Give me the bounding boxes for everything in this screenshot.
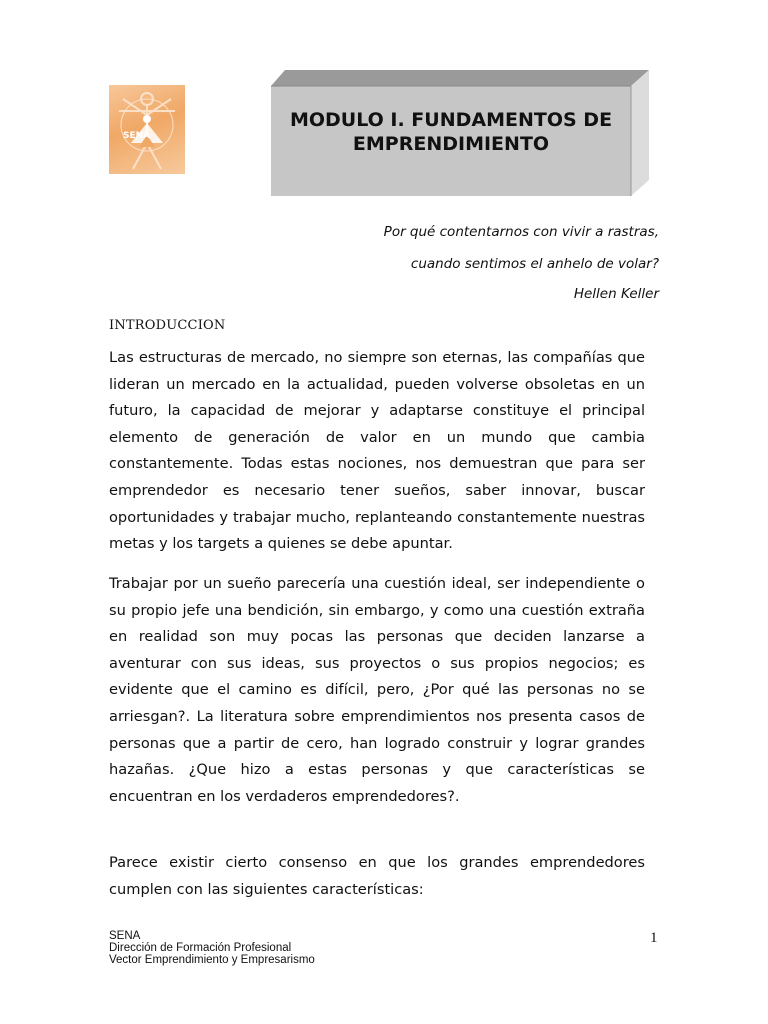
sena-logo-icon (109, 85, 185, 174)
module-title-line1: MODULO I. FUNDAMENTOS DE (289, 109, 613, 131)
paragraph-1: Las estructuras de mercado, no siempre son eternas, las compañías que lideran un mercado en la actualidad, pueden volverse obsoletas en un futuro, la capacidad de mejorar y adaptarse constituye el principal elemento de generación de valor en un mundo que cambia constantemente. Todas estas nociones, nos demuestran que para ser emprendedor es necesario tener sueños, saber innovar, buscar oportunidades y trabajar mucho, replanteando constantemente nuestras metas y los targets a quienes se debe apuntar. (109, 349, 645, 553)
epigraph-line2: cuando sentimos el anhelo de volar? (410, 256, 659, 272)
footer-line1: SENA (109, 930, 141, 942)
module-title-box (271, 70, 651, 196)
page-footer (109, 930, 315, 966)
module-title-line2: EMPRENDIMIENTO (352, 133, 550, 155)
footer-line2: Dirección de Formación Profesional (109, 942, 292, 954)
sena-logo (109, 85, 185, 174)
page-number: 1 (650, 930, 658, 946)
paragraph-3: Parece existir cierto consenso en que los grandes emprendedores cumplen con las siguientes características: (109, 854, 645, 898)
epigraph-author: Hellen Keller (573, 286, 659, 302)
sena-logo-text: SENA (123, 131, 151, 141)
section-heading: INTRODUCCION (109, 318, 226, 333)
module-title (271, 108, 631, 156)
footer-line3: Vector Emprendimiento y Empresarismo (109, 954, 315, 966)
paragraph-2: Trabajar por un sueño parecería una cuestión ideal, ser independiente o su propio jefe una bendición, sin embargo, y como una cuestión extraña en realidad son muy pocas las personas que deciden lanzarse a aventurar con sus ideas, sus proyectos o sus propios negocios; es evidente que el camino es difícil, pero, ¿Por qué las personas no se arriesgan?. La literatura sobre emprendimientos nos presenta casos de personas que a partir de cero, han logrado construir y lograr grandes hazañas. ¿Que hizo a estas personas y que características se encuentran en los verdaderos emprendedores?. (109, 575, 645, 805)
epigraph-line1: Por qué contentarnos con vivir a rastras, (383, 224, 659, 240)
